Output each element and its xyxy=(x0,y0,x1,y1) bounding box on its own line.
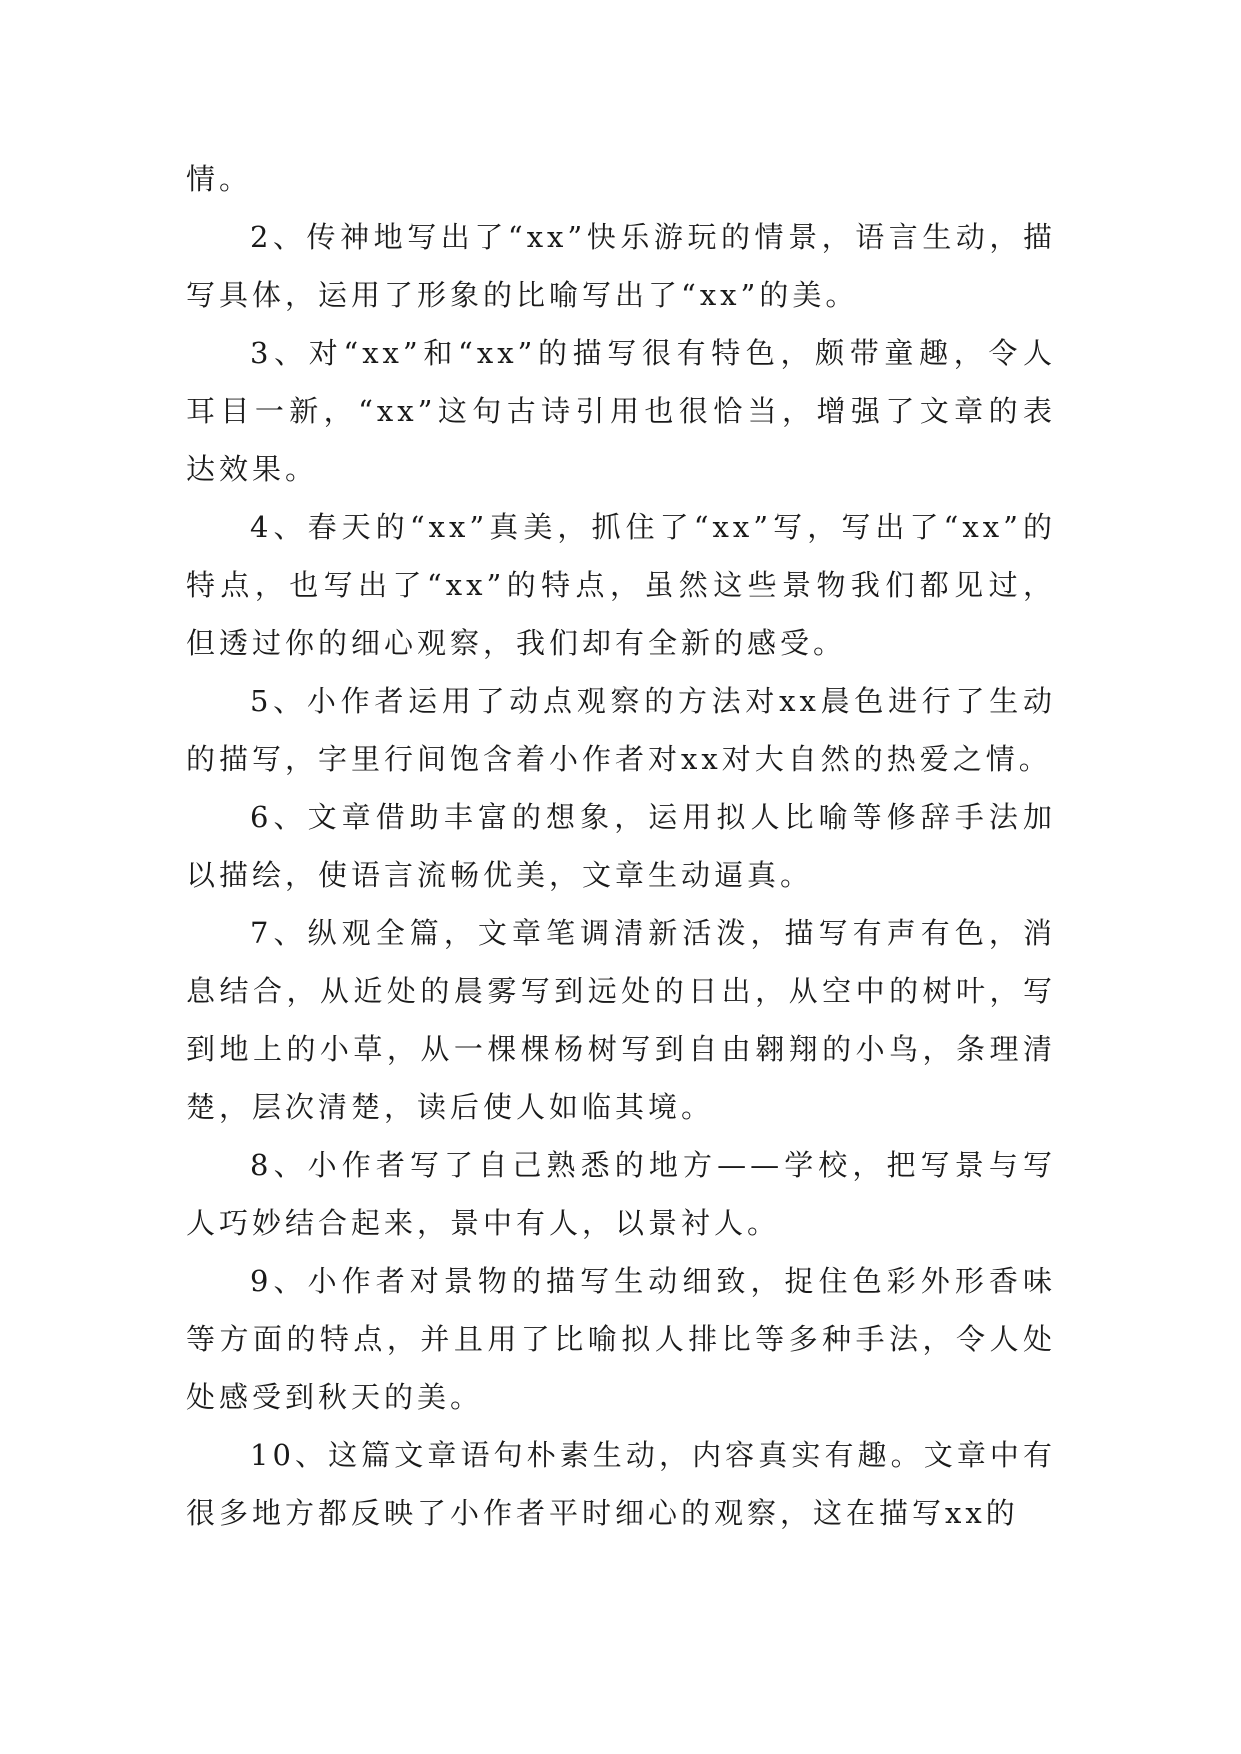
paragraph-7: 8、小作者写了自己熟悉的地方——学校，把写景与写人巧妙结合起来，景中有人，以景衬人。 xyxy=(186,1148,1056,1240)
paragraph-1: 2、传神地写出了“xx”快乐游玩的情景，语言生动，描写具体，运用了形象的比喻写出了“xx”的美。 xyxy=(186,220,1056,312)
paragraph-9: 10、这篇文章语句朴素生动，内容真实有趣。文章中有很多地方都反映了小作者平时细心的观察，这在描写xx的 xyxy=(186,1438,1056,1530)
paragraph-6: 7、纵观全篇，文章笔调清新活泼，描写有声有色，消息结合，从近处的晨雾写到远处的日出，从空中的树叶，写到地上的小草，从一棵棵杨树写到自由翱翔的小鸟，条理清楚，层次清楚，读后使人如临其境。 xyxy=(186,916,1056,1124)
paragraph-8: 9、小作者对景物的描写生动细致，捉住色彩外形香味等方面的特点，并且用了比喻拟人排比等多种手法，令人处处感受到秋天的美。 xyxy=(186,1264,1056,1414)
paragraph-4: 5、小作者运用了动点观察的方法对xx晨色进行了生动的描写，字里行间饱含着小作者对xx对大自然的热爱之情。 xyxy=(186,684,1056,776)
paragraph-5: 6、文章借助丰富的想象，运用拟人比喻等修辞手法加以描绘，使语言流畅优美，文章生动逼真。 xyxy=(186,800,1056,892)
paragraph-0: 情。 xyxy=(186,162,253,196)
paragraph-2: 3、对“xx”和“xx”的描写很有特色，颇带童趣，令人耳目一新，“xx”这句古诗引用也很恰当，增强了文章的表达效果。 xyxy=(186,336,1056,486)
paragraph-3: 4、春天的“xx”真美，抓住了“xx”写，写出了“xx”的特点，也写出了“xx”的特点，虽然这些景物我们都见过，但透过你的细心观察，我们却有全新的感受。 xyxy=(186,510,1056,660)
document-body xyxy=(186,150,1056,1542)
